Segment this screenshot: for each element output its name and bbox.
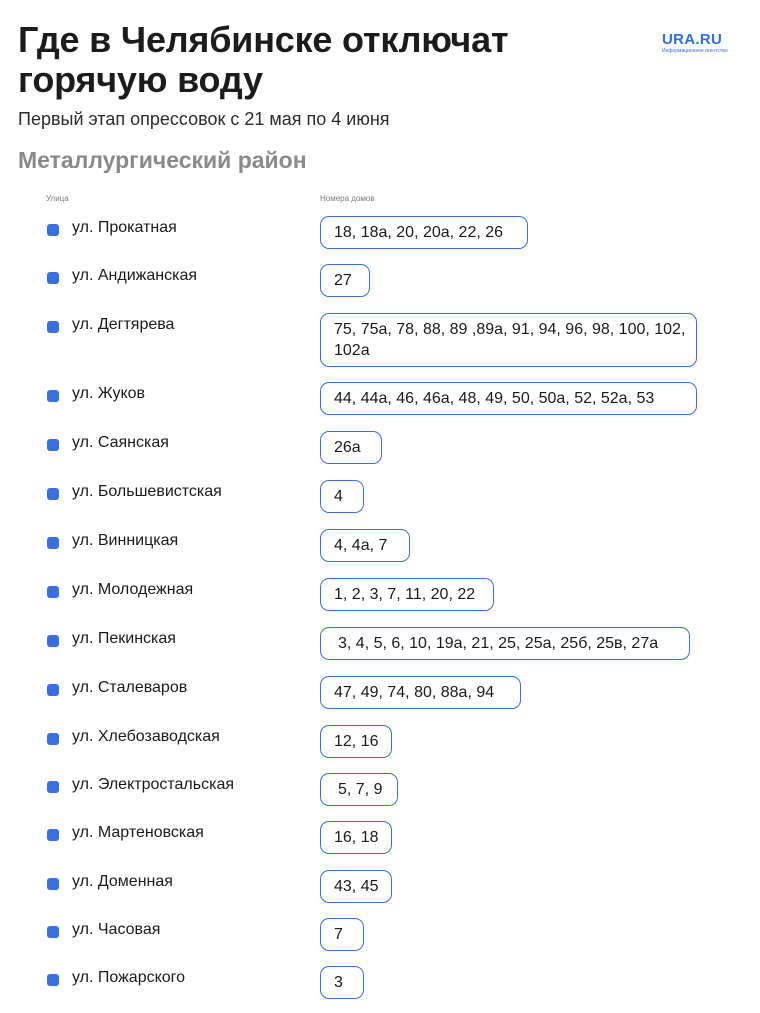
street-name: ул. Прокатная [72,219,177,236]
house-numbers: 4, 4а, 7 [320,529,410,562]
street-name: ул. Мартеновская [72,824,204,841]
district-heading: Металлургический район [18,147,307,173]
street-name: ул. Дегтярева [72,316,175,333]
bullet-icon [47,488,59,500]
street-name: ул. Доменная [72,873,173,890]
house-numbers: 7 [320,918,364,951]
house-numbers: 12, 16 [320,725,392,758]
page-subtitle: Первый этап опрессовок с 21 мая по 4 июня [18,109,390,129]
bullet-icon [47,537,59,549]
street-name: ул. Электростальская [72,776,235,793]
street-name: ул. Молодежная [72,581,194,598]
house-numbers: 3, 4, 5, 6, 10, 19а, 21, 25, 25а, 25б, 25в, 27а [320,627,690,660]
page-title: Где в Челябинске отключат горячую воду [18,19,509,100]
logo-text: URA.RU [662,31,723,48]
street-name: ул. Большевистская [72,483,222,500]
house-numbers: 16, 18 [320,821,392,854]
street-name: ул. Жуков [72,385,146,402]
bullet-icon [47,974,59,986]
bullet-icon [47,733,59,745]
bullet-icon [47,926,59,938]
house-numbers: 47, 49, 74, 80, 88а, 94 [320,676,521,709]
logo-subtitle: Информационное агентство [662,48,728,54]
bullet-icon [47,878,59,890]
column-header-houses: Номера домов [320,194,375,203]
street-name: ул. Винницкая [72,532,179,549]
house-numbers: 5, 7, 9 [320,773,398,806]
house-numbers: 27 [320,264,370,297]
house-numbers: 44, 44а, 46, 46а, 48, 49, 50, 50а, 52, 52а, 53 [320,382,697,415]
bullet-icon [47,781,59,793]
bullet-icon [47,684,59,696]
street-name: ул. Пекинская [72,630,176,647]
street-name: ул. Хлебозаводская [72,728,220,745]
bullet-icon [47,390,59,402]
bullet-icon [47,586,59,598]
bullet-icon [47,224,59,236]
bullet-icon [47,829,59,841]
house-numbers: 1, 2, 3, 7, 11, 20, 22 [320,578,494,611]
street-name: ул. Саянская [72,434,169,451]
street-name: ул. Часовая [72,921,161,938]
bullet-icon [47,635,59,647]
house-numbers: 4 [320,480,364,513]
house-numbers: 43, 45 [320,870,392,903]
house-numbers: 75, 75а, 78, 88, 89 ,89а, 91, 94, 96, 98, 100, 102, 102а [320,313,697,367]
street-name: ул. Сталеваров [72,679,188,696]
bullet-icon [47,272,59,284]
house-numbers: 3 [320,966,364,999]
house-numbers: 18, 18а, 20, 20а, 22, 26 [320,216,528,249]
bullet-icon [47,321,59,333]
street-name: ул. Пожарского [72,969,186,986]
bullet-icon [47,439,59,451]
ura-logo[interactable] [662,32,742,55]
house-numbers: 26а [320,431,382,464]
street-name: ул. Андижанская [72,267,198,284]
column-header-street: Улица [46,194,69,203]
